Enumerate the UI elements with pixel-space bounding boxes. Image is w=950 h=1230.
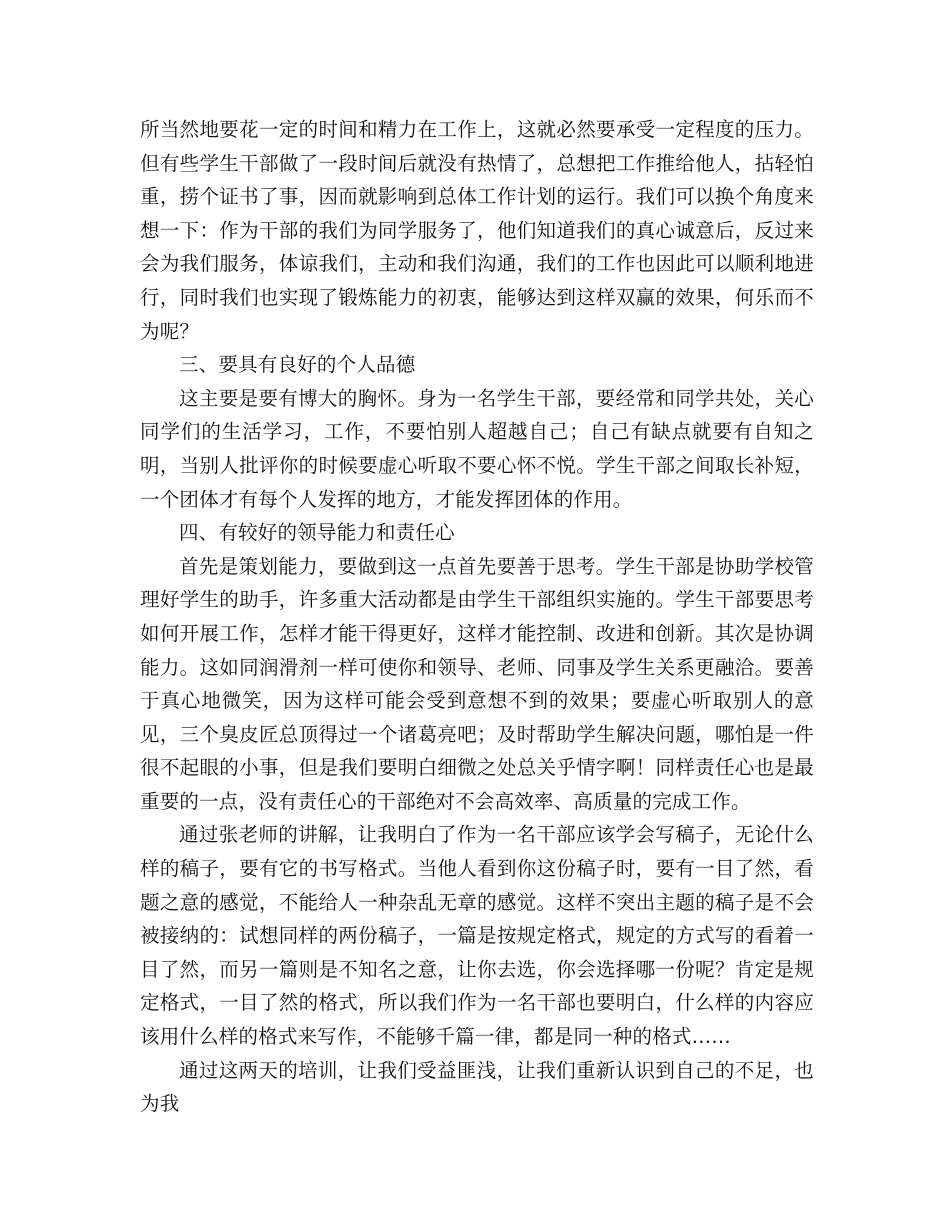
paragraph-leadership: 首先是策划能力，要做到这一点首先要善于思考。学生干部是协助学校管理好学生的助手，许多重大活动都是由学生干部组织实施的。学生干部要思考如何开展工作，怎样才能干得更好，这样才能控制、改进和创新。其次是协调能力。这如同润滑剂一样可使你和领导、老师、同事及学生关系更融洽。要善于真心地微笑，因为这样可能会受到意想不到的效果；要虚心听取别人的意见，三个臭皮匠总顶得过一个诸葛亮吧；及时帮助学生解决问题，哪怕是一件很不起眼的小事，但是我们要明白细微之处总关乎情字啊！同样责任心也是最重要的一点，没有责任心的干部绝对不会高效率、高质量的完成工作。: [140, 554, 814, 813]
paragraph-continuation: 所当然地要花一定的时间和精力在工作上，这就必然要承受一定程度的压力。但有些学生干部做了一段时间后就没有热情了，总想把工作推给他人，拈轻怕重，捞个证书了事，因而就影响到总体工作计划的运行。我们可以换个角度来想一下：作为干部的我们为同学服务了，他们知道我们的真心诚意后，反过来会为我们服务，体谅我们，主动和我们沟通，我们的工作也因此可以顺利地进行，同时我们也实现了锻炼能力的初衷，能够达到这样双赢的效果，何乐而不为呢？: [140, 118, 814, 343]
paragraph-writing: 通过张老师的讲解，让我明白了作为一名干部应该学会写稿子，无论什么样的稿子，要有它的书写格式。当他人看到你这份稿子时，要有一目了然，看题之意的感觉，不能给人一种杂乱无章的感觉。这样不突出主题的稿子是不会被接纳的：试想同样的两份稿子，一篇是按规定格式，规定的方式写的看着一目了然，而另一篇则是不知名之意，让你去选，你会选择哪一份呢？肯定是规定格式，一目了然的格式，所以我们作为一名干部也要明白，什么样的内容应该用什么样的格式来写作，不能够千篇一律，都是同一种的格式……: [140, 823, 814, 1049]
paragraph-conclusion: 通过这两天的培训，让我们受益匪浅，让我们重新认识到自己的不足，也为我: [140, 1058, 814, 1116]
paragraph-character: 这主要是要有博大的胸怀。身为一名学生干部，要经常和同学共处，关心同学们的生活学习，工作，不要怕别人超越自己；自己有缺点就要有自知之明，当别人批评你的时候要虚心听取不要心怀不悦。学生干部之间取长补短，一个团体才有每个人发挥的地方，才能发挥团体的作用。: [140, 386, 814, 511]
document-body: [140, 113, 814, 1121]
section-heading-4: 四、有较好的领导能力和责任心: [179, 521, 455, 545]
section-heading-3: 三、要具有良好的个人品德: [179, 353, 416, 377]
